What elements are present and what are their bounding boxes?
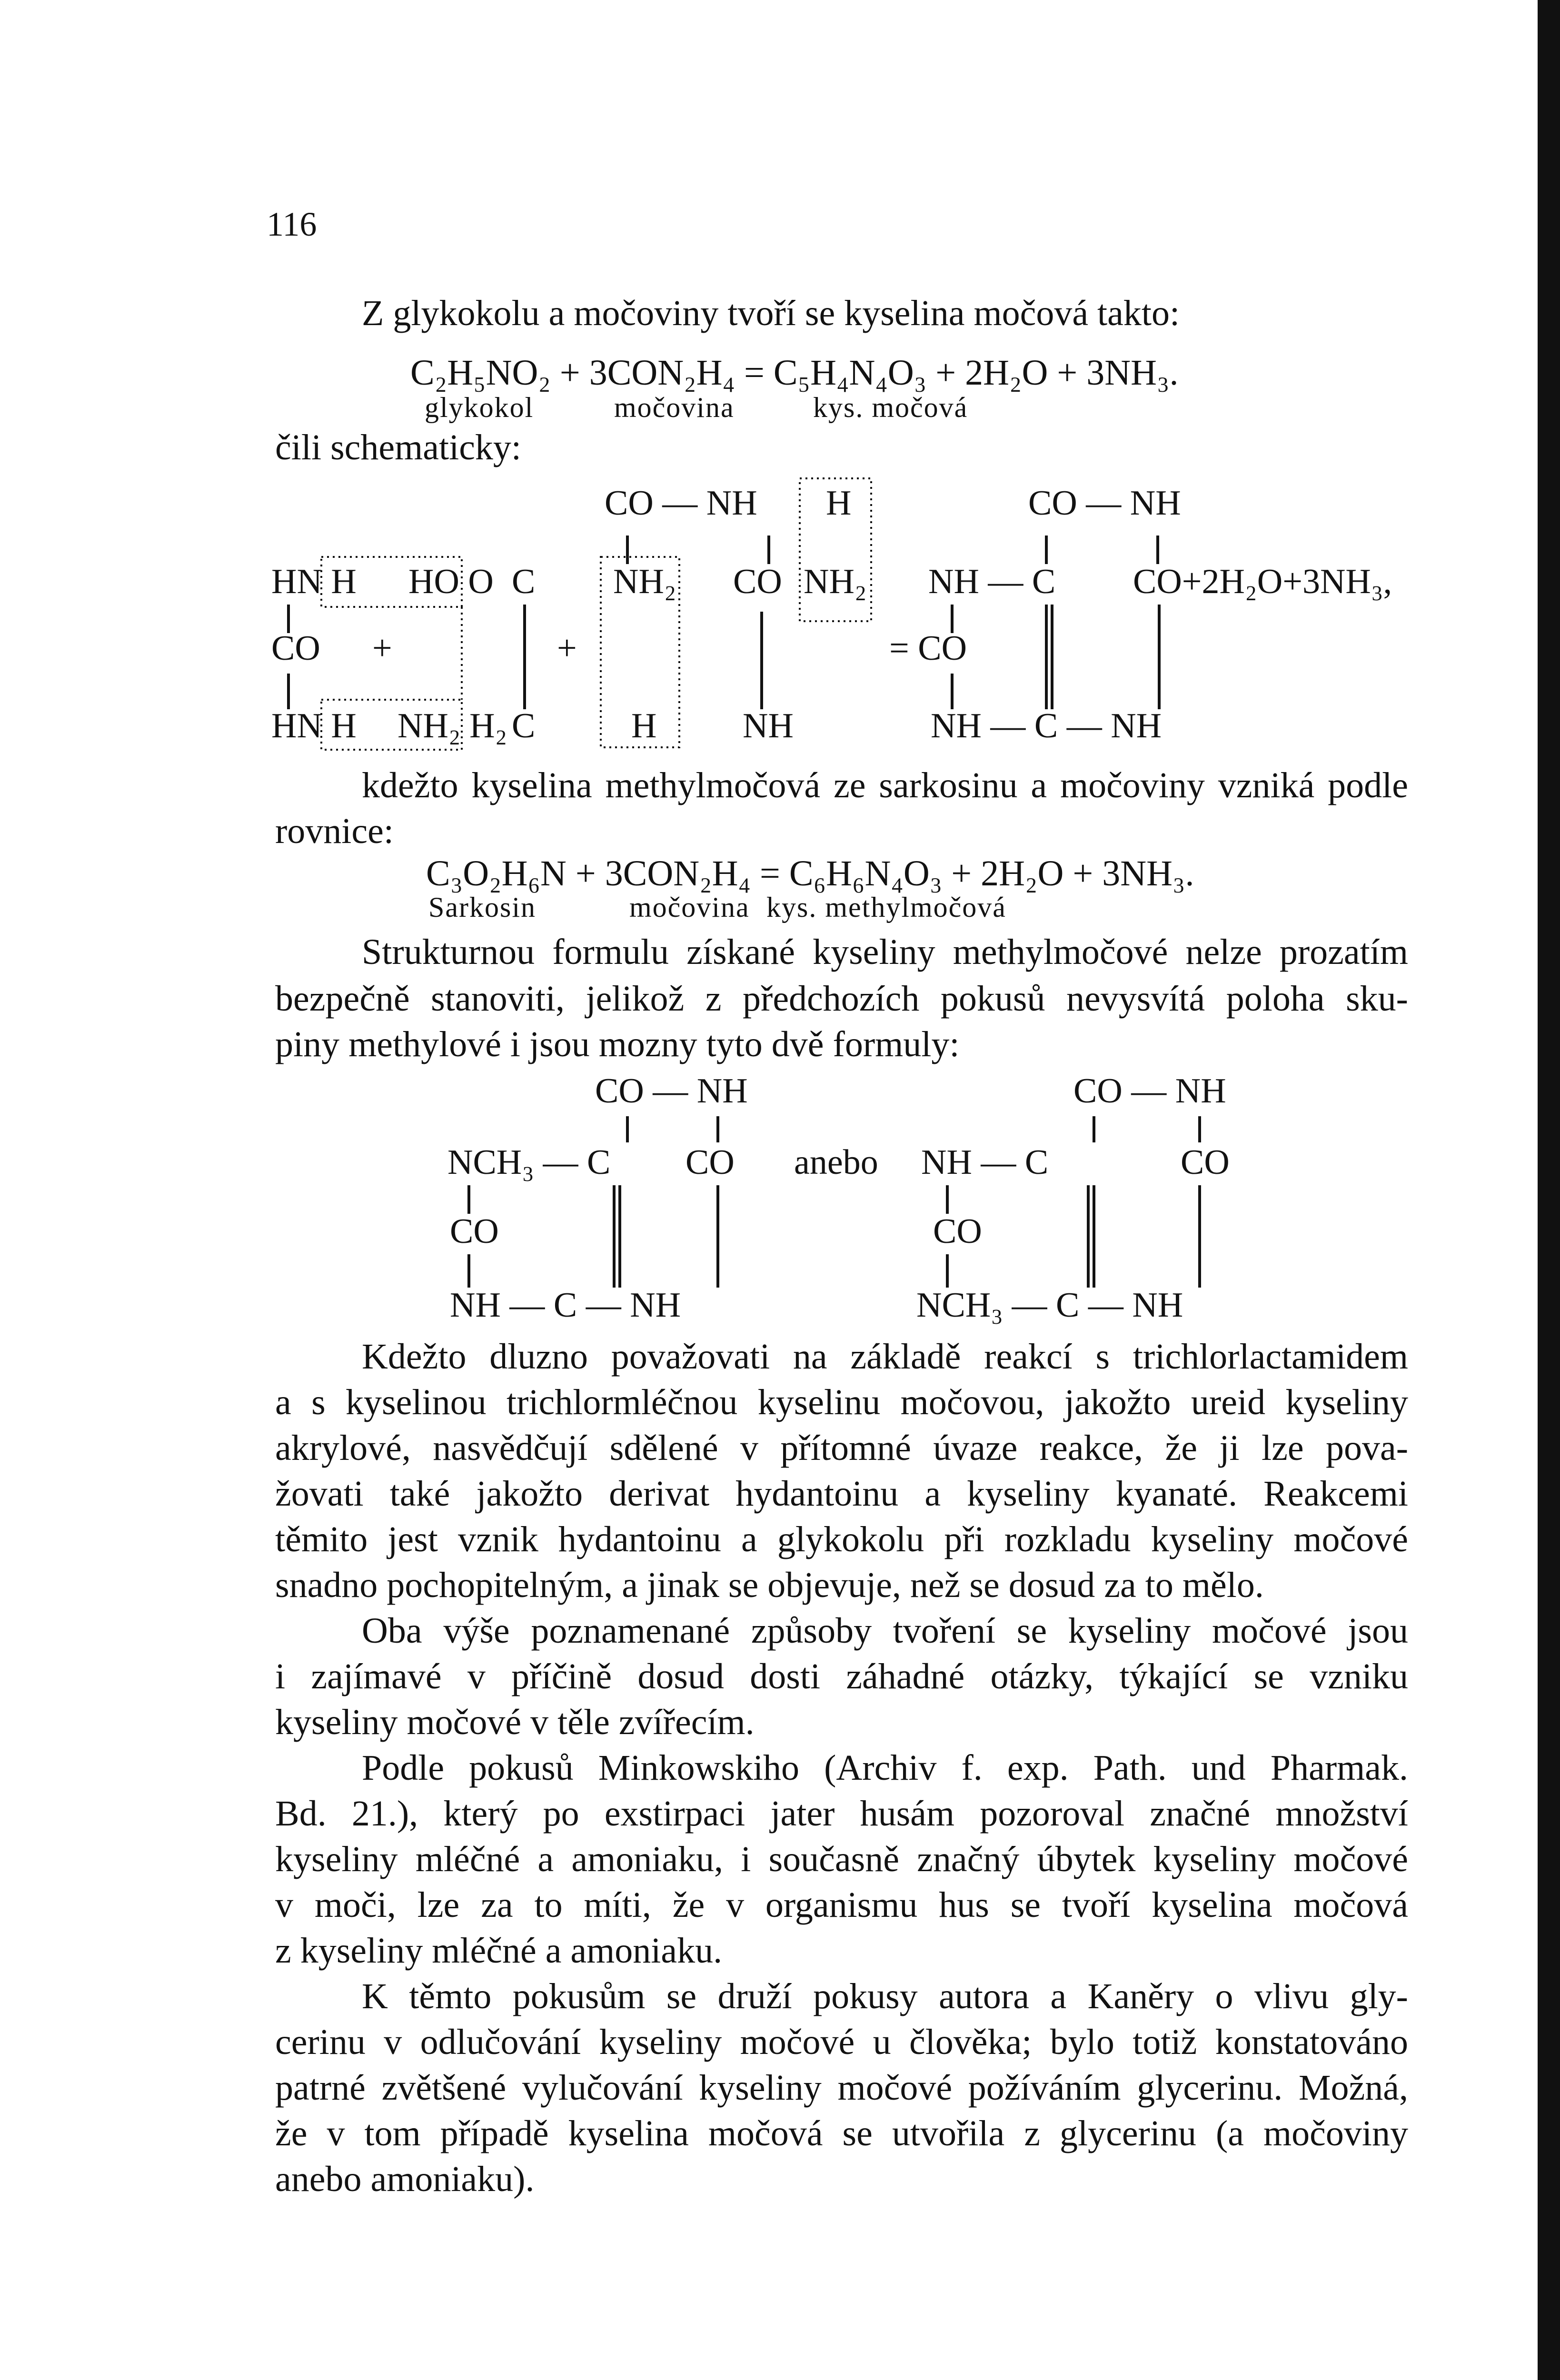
- intro-line: Z glykokolu a močoviny tvoří se kyselina močová takto:: [362, 293, 1180, 333]
- label-glykokol: glykokol: [425, 392, 534, 423]
- s2a-co-nh: CO — NH: [595, 1071, 748, 1111]
- s1-h-bot: H: [631, 706, 657, 745]
- s2b-nh-c: NH — C: [921, 1143, 1049, 1182]
- para4-line: kyseliny močové v těle zvířecím.: [275, 1702, 755, 1742]
- scan-edge: [1538, 0, 1560, 2380]
- para2-line: Strukturnou formulu získané kyseliny methylmočové nelze prozatím: [362, 932, 1408, 972]
- label-kys-methylmocova: kys. methylmočová: [766, 892, 1006, 923]
- s2b-co-nh: CO — NH: [1073, 1071, 1226, 1111]
- para4-line: Oba výše poznamenané způsoby tvoření se kyseliny močové jsou: [362, 1611, 1408, 1651]
- para5-line: v moči, lze za to míti, že v organismu hus se tvoří kyselina močová: [275, 1885, 1408, 1925]
- para3-line: těmito jest vznik hydantoinu a glykokolu při rozkladu kyseliny močové: [275, 1519, 1408, 1559]
- s2a-nh-c-nh: NH — C — NH: [450, 1286, 681, 1325]
- s1-h-box: H: [826, 484, 852, 523]
- s1-nh-c-nh: NH — C — NH: [931, 706, 1162, 745]
- para3-line: žovati také jakožto derivat hydantoinu a kyseliny kyanaté. Reakcemi: [275, 1474, 1408, 1514]
- para5-line: kyseliny mléčné a amoniaku, i současně značný úbytek kyseliny močové: [275, 1839, 1408, 1879]
- s1-co-left: CO: [271, 629, 320, 668]
- s1-co-rhs: CO+2H₂O+3NH₃,: [1133, 562, 1392, 601]
- s1-nh2-2: NH₂: [804, 562, 867, 601]
- para6-line: K těmto pokusům se druží pokusy autora a Kaněry o vlivu gly-: [362, 1976, 1408, 2016]
- para6-line: že v tom případě kyselina močová se utvořila z glycerinu (a močoviny: [275, 2113, 1408, 2153]
- or-word: anebo: [794, 1143, 878, 1182]
- s1-plus-1: +: [372, 629, 392, 668]
- s1-hoo: HO O: [408, 562, 494, 601]
- s1-c-bot: C: [512, 706, 536, 745]
- para3-line: a s kyselinou trichlormléčnou kyselinu močovou, jakožto ureid kyseliny: [275, 1382, 1408, 1422]
- para6-line: anebo amoniaku).: [275, 2159, 535, 2199]
- s2b-co-l: CO: [933, 1212, 982, 1251]
- para5-line: z kyseliny mléčné a amoniaku.: [275, 1931, 723, 1971]
- s1-c-left: C: [512, 562, 536, 601]
- s2a-co-r: CO: [686, 1143, 735, 1182]
- s1-nh2h2: NH₂ H₂: [397, 706, 507, 745]
- para3-line: snadno pochopitelným, a jinak se objevuje, než se dosud za to mělo.: [275, 1565, 1264, 1605]
- label-mocovina: močovina: [614, 392, 735, 423]
- label-sarkosin: Sarkosin: [428, 892, 536, 923]
- s2a-nch3-c: NCH₃ — C: [447, 1143, 611, 1182]
- s1-hnh-bot: HN H: [271, 706, 357, 745]
- s1-nh-c: NH — C: [928, 562, 1056, 601]
- s1-plus-2: +: [557, 629, 577, 668]
- para6-line: patrné zvětšené vylučování kyseliny močové požíváním glycerinu. Možná,: [275, 2068, 1408, 2108]
- para2-line: piny methylové i jsou mozny tyto dvě formuly:: [275, 1024, 960, 1064]
- label-mocovina-2: močovina: [629, 892, 750, 923]
- para5-line: Podle pokusů Minkowskiho (Archiv f. exp. Path. und Pharmak.: [362, 1748, 1408, 1788]
- equation-uric-acid: C₂H₅NO₂ + 3CON₂H₄ = C₅H₄N₄O₃ + 2H₂O + 3NH₃.: [410, 353, 1179, 393]
- para3-line: Kdežto dluzno považovati na základě reakcí s trichlorlactamidem: [362, 1337, 1408, 1377]
- para3-line: akrylové, nasvědčují sdělené v přítomné úvaze reakce, že ji lze pova-: [275, 1428, 1408, 1468]
- para5-line: Bd. 21.), který po exstirpaci jater husám pozoroval značné množství: [275, 1794, 1408, 1834]
- schematic-label: čili schematicky:: [275, 427, 522, 467]
- label-kys-mocova: kys. močová: [813, 392, 968, 423]
- s2b-nch3-c-nh: NCH₃ — C — NH: [916, 1286, 1183, 1325]
- s2a-co-l: CO: [450, 1212, 499, 1251]
- s1-nh-mid: NH: [743, 706, 794, 745]
- equation-methyl-uric-acid: C₃O₂H₆N + 3CON₂H₄ = C₆H₆N₄O₃ + 2H₂O + 3NH₃.: [426, 853, 1194, 893]
- s1-co-mid: CO: [733, 562, 782, 601]
- para4-line: i zajímavé v příčině dosud dosti záhadné otázky, týkající se vzniku: [275, 1656, 1408, 1696]
- para1-line: rovnice:: [275, 811, 394, 851]
- s1-nh2-1: NH₂: [613, 562, 676, 601]
- para2-line: bezpečně stanoviti, jelikož z předchozích pokusů nevysvítá poloha sku-: [275, 979, 1408, 1019]
- s1-co-nh-1: CO — NH: [605, 484, 757, 523]
- s1-eq-co: = CO: [889, 629, 967, 668]
- s1-co-nh-2: CO — NH: [1028, 484, 1181, 523]
- para6-line: cerinu v odlučování kyseliny močové u člověka; bylo totiž konstatováno: [275, 2022, 1408, 2062]
- page-number: 116: [267, 205, 317, 243]
- s2b-co-r: CO: [1181, 1143, 1230, 1182]
- s1-hnh-top: HN H: [271, 562, 357, 601]
- para1-line: kdežto kyselina methylmočová ze sarkosinu a močoviny vzniká podle: [362, 765, 1408, 805]
